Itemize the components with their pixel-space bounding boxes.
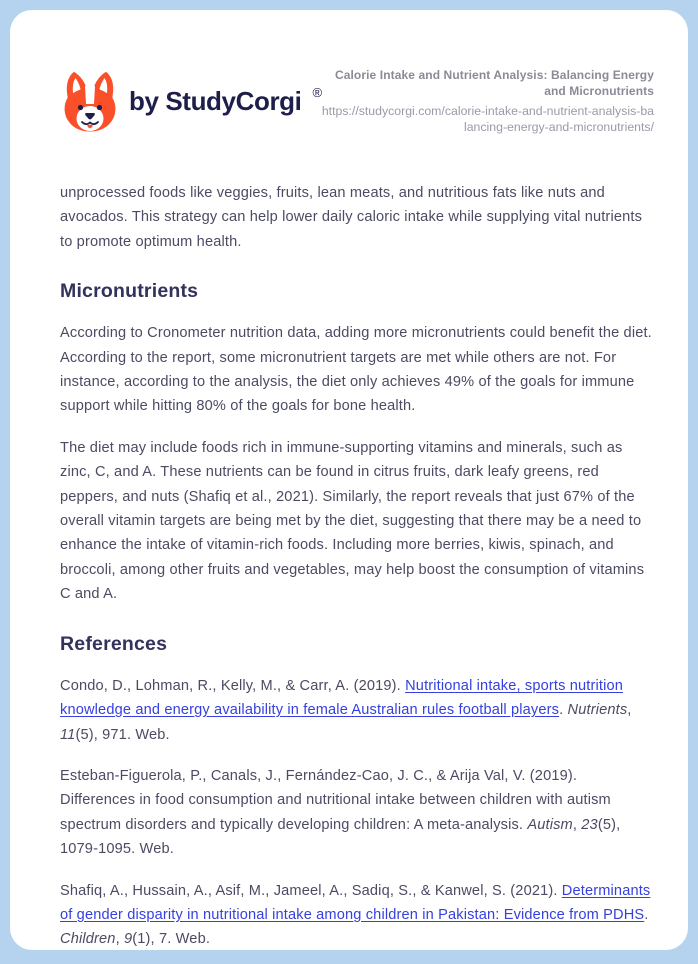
journal-title: Children: [60, 931, 116, 948]
reference-text: (5), 971. Web.: [75, 726, 170, 743]
reference-text: Condo, D., Lohman, R., Kelly, M., & Carr, A. (2019).: [60, 677, 406, 694]
article-body: [60, 181, 654, 950]
reference-text: (5), 1079-1095. Web.: [60, 816, 621, 858]
document-url-link[interactable]: https://studycorgi.com/calorie-intake-and-nutrient-analysis-balancing-energy-and-micronutrients/: [321, 104, 654, 134]
micronutrients-paragraph-1: According to Cronometer nutrition data, adding more micronutrients could benefit the diet. According to the report, some micronutrient targets are met while others are not. For instance, according to the analysis, the diet only achieves 49% of the goals for immune support while hitting 80% of the goals for bone health.: [60, 325, 652, 415]
reference-entry-1: [60, 674, 654, 747]
brand-name: by StudyCorgi: [129, 86, 302, 116]
document-meta: [320, 68, 654, 135]
micronutrients-paragraph-2: The diet may include foods rich in immune-supporting vitamins and minerals, such as zinc, C, and A. These nutrients can be found in citrus fruits, dark leafy greens, red peppers, and nuts (Shafiq et al., 2021). Similarly, the report reveals that just 67% of the overall vitamin targets are being met by the diet, suggesting that there may be a need to enhance the intake of vitamin-rich foods. Including more berries, kiwis, spinach, and broccoli, among other fruits and vegetables, may help boost the consumption of vitamins C and A.: [60, 439, 645, 603]
journal-title: Autism: [527, 816, 573, 833]
section-heading-micronutrients: Micronutrients: [60, 280, 199, 303]
reference-text: .: [559, 702, 568, 719]
reference-link[interactable]: Determinants of gender disparity in nutritional intake among children in Pakistan: Evidence from PDHS: [60, 882, 651, 923]
section-heading-references: References: [60, 632, 168, 655]
journal-title: Nutrients: [567, 702, 628, 719]
document-header: [60, 68, 654, 135]
reference-text: ,: [115, 931, 124, 948]
reference-entry-2: [60, 764, 654, 862]
studycorgi-brand[interactable]: [60, 71, 323, 133]
corgi-logo-icon: [60, 71, 120, 133]
reference-entry-3: [60, 879, 654, 950]
registered-mark: ®: [312, 85, 323, 100]
reference-text: ,: [572, 816, 582, 833]
reference-text: ,: [627, 702, 632, 719]
document-title: Calorie Intake and Nutrient Analysis: Balancing Energy and Micronutrients: [334, 68, 654, 98]
reference-text: Esteban-Figuerola, P., Canals, J., Fernández-Cao, J. C., & Arija Val, V. (2019). Differences in food consumption and nutritional intake between children with autism spectrum disorders and typically developing children: A meta-analysis.: [60, 767, 611, 833]
journal-title: 9: [123, 931, 133, 948]
journal-title: 23: [581, 816, 598, 833]
journal-title: 11: [60, 726, 76, 743]
reference-text: .: [644, 906, 649, 923]
reference-link[interactable]: Nutritional intake, sports nutrition knowledge and energy availability in female Australian rules football players: [60, 677, 624, 719]
reference-text: (1), 7. Web.: [132, 931, 211, 948]
intro-paragraph: unprocessed foods like veggies, fruits, lean meats, and nutritious fats like nuts and avocados. This strategy can help lower daily caloric intake while supplying vital nutrients to promote optimum health.: [60, 185, 643, 250]
document-card: [10, 10, 688, 950]
reference-text: Shafiq, A., Hussain, A., Asif, M., Jameel, A., Sadiq, S., & Kanwel, S. (2021).: [60, 882, 562, 899]
